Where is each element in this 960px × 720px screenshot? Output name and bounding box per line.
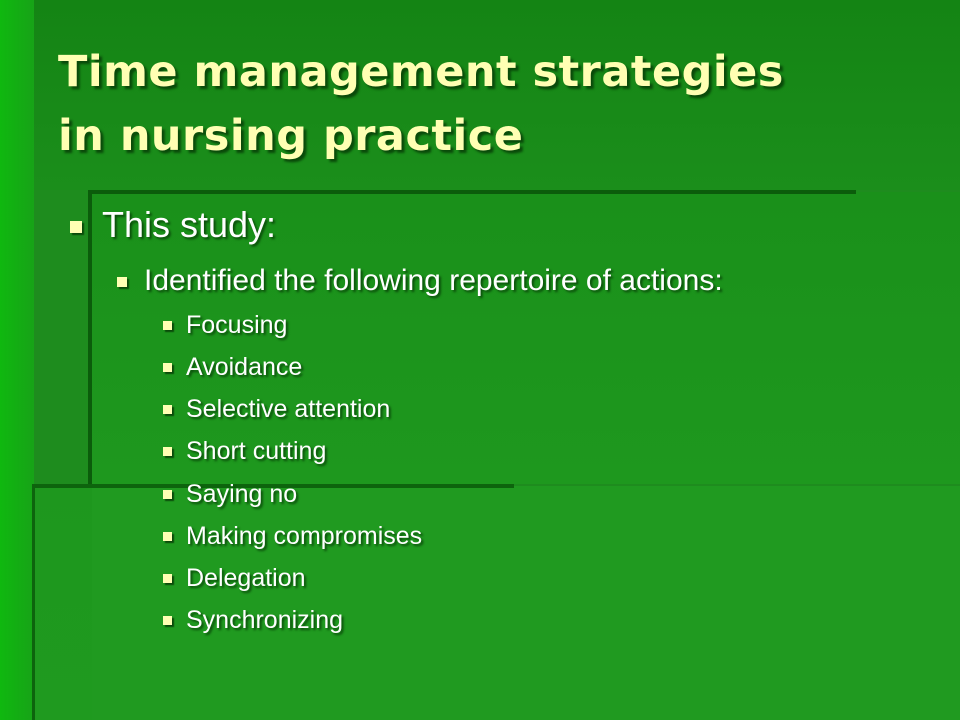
action-text: Saying no [186,480,298,508]
square-bullet-icon [163,490,172,499]
square-bullet-icon [163,321,172,330]
bullet-level-1 [102,203,276,247]
background-edge [32,484,35,720]
action-item [186,394,390,424]
square-bullet-icon [117,277,127,287]
action-item [186,563,306,593]
background-edge [88,190,92,486]
action-text: Avoidance [186,353,303,381]
action-text: Delegation [186,564,306,592]
background-left-strip [0,0,34,720]
action-text: Short cutting [186,437,327,465]
action-text: Synchronizing [186,606,344,634]
square-bullet-icon [163,532,172,541]
slide-title [58,40,938,168]
bullet-text: Identified the following repertoire of actions: [144,264,723,297]
square-bullet-icon [163,447,172,456]
action-item [186,352,302,382]
action-item [186,479,297,509]
square-bullet-icon [163,405,172,414]
square-bullet-icon [163,616,172,625]
action-text: Making compromises [186,522,423,550]
slide-title-line-1: Time management strategies [58,47,784,97]
action-item [186,310,287,340]
square-bullet-icon [163,574,172,583]
square-bullet-icon [163,363,172,372]
background-edge [92,190,856,194]
square-bullet-icon [70,221,82,233]
slide-title-line-2: in nursing practice [58,111,524,161]
action-item [186,605,343,635]
action-item [186,436,326,466]
bullet-level-2 [144,263,723,299]
action-item [186,521,422,551]
action-text: Selective attention [186,395,391,423]
action-text: Focusing [186,311,288,339]
bullet-text: This study: [102,204,277,245]
